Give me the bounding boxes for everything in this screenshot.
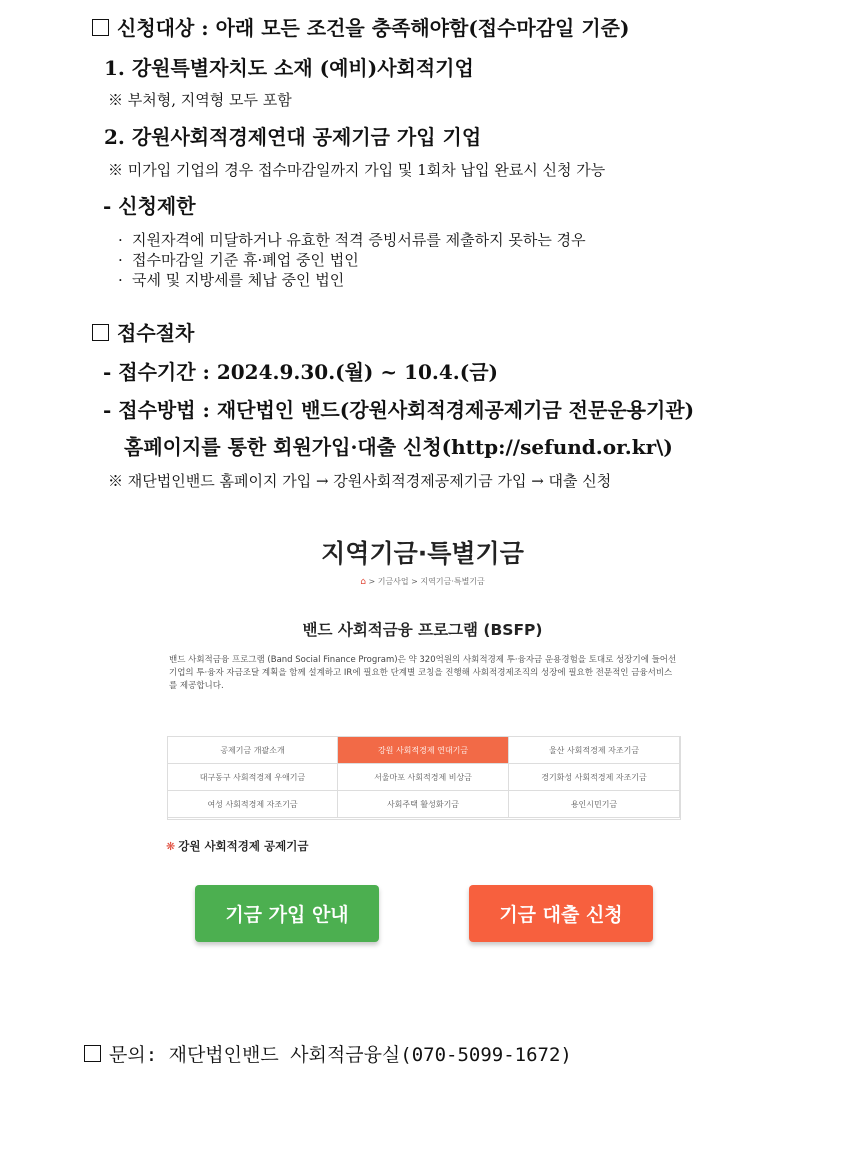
contact-row [84, 1040, 572, 1067]
fund-tab-active[interactable]: 강원 사회적경제 연대기금 [338, 737, 509, 764]
eligibility-item-1: 1. 강원특별자치도 소재 (예비)사회적기업 [104, 56, 474, 80]
flower-icon: ❋ [166, 840, 176, 853]
program-subtitle: 밴드 사회적금융 프로그램 (BSFP) [302, 621, 543, 639]
checkbox-square-icon [84, 1045, 101, 1062]
checkbox-square-icon [92, 324, 109, 341]
procedure-method: - 접수방법 : 재단법인 밴드(강원사회적경제공제기금 전문운용기관) [103, 398, 695, 422]
contact-info: 문의: 재단법인밴드 사회적금융실(070-5099-1672) [109, 1044, 572, 1066]
website-screenshot [165, 530, 680, 955]
home-icon: ⌂ [360, 577, 366, 587]
fund-tab[interactable]: 울산 사회적경제 자조기금 [509, 737, 680, 764]
join-guide-button[interactable]: 기금 가입 안내 [195, 885, 379, 942]
fund-tab[interactable]: 서울마포 사회적경제 비상금 [338, 764, 509, 791]
eligibility-heading-row [92, 12, 629, 41]
fund-tab[interactable]: 여성 사회적경제 자조기금 [168, 791, 338, 818]
restriction-item: · 국세 및 지방세를 체납 중인 법인 [118, 271, 345, 289]
checkbox-square-icon [92, 19, 109, 36]
restriction-heading: - 신청제한 [103, 194, 196, 218]
procedure-method-cont: 홈페이지를 통한 회원가입·대출 신청(http://sefund.or.kr\) [124, 435, 673, 459]
fund-tab[interactable]: 경기화성 사회적경제 자조기금 [509, 764, 680, 791]
program-description: 밴드 사회적금융 프로그램 (Band Social Finance Program)은 약 320억원의 사회적경제 투·융자금 운용경험을 토대로 성장기에 들어선 기업의 투·융자 자금조달 계획을 함께 설계하고 IR에 필요한 단계별 코칭을 진행해 사회적경제조직의 성장에 필요한 전문적인 금융서비스를 제공합니다. [169, 655, 677, 691]
eligibility-item-2: 2. 강원사회적경제연대 공제기금 가입 기업 [104, 125, 482, 149]
eligibility-note-2: ※ 미가입 기업의 경우 접수마감일까지 가입 및 1회차 납입 완료시 신청 가능 [108, 161, 606, 179]
procedure-note: ※ 재단법인밴드 홈페이지 가입 → 강원사회적경제공제기금 가입 → 대출 신청 [108, 472, 612, 490]
restriction-item: · 접수마감일 기준 휴·폐업 중인 법인 [118, 251, 359, 269]
loan-apply-button[interactable]: 기금 대출 신청 [469, 885, 653, 942]
procedure-period: - 접수기간 : 2024.9.30.(월) ~ 10.4.(금) [103, 360, 499, 384]
fund-section-title: ❋ 강원 사회적경제 공제기금 [166, 839, 309, 853]
fund-tab[interactable]: 대구동구 사회적경제 우애기금 [168, 764, 338, 791]
procedure-heading: 접수절차 [117, 321, 195, 345]
restriction-item: · 지원자격에 미달하거나 유효한 적격 증빙서류를 제출하지 못하는 경우 [118, 231, 586, 249]
fund-tab[interactable]: 사회주택 활성화기금 [338, 791, 509, 818]
fund-tab[interactable]: 용인시민기금 [509, 791, 680, 818]
fund-tab[interactable]: 공제기금 개괄소개 [168, 737, 338, 764]
eligibility-heading: 신청대상 : 아래 모든 조건을 충족해야함(접수마감일 기준) [117, 16, 630, 40]
eligibility-note-1: ※ 부처형, 지역형 모두 포함 [108, 91, 292, 109]
breadcrumb: ⌂ > 기금사업 > 지역기금·특별기금 [360, 577, 485, 587]
fund-page-title: 지역기금·특별기금 [321, 539, 524, 568]
fund-tab-grid [167, 736, 681, 820]
procedure-heading-row [92, 317, 194, 346]
